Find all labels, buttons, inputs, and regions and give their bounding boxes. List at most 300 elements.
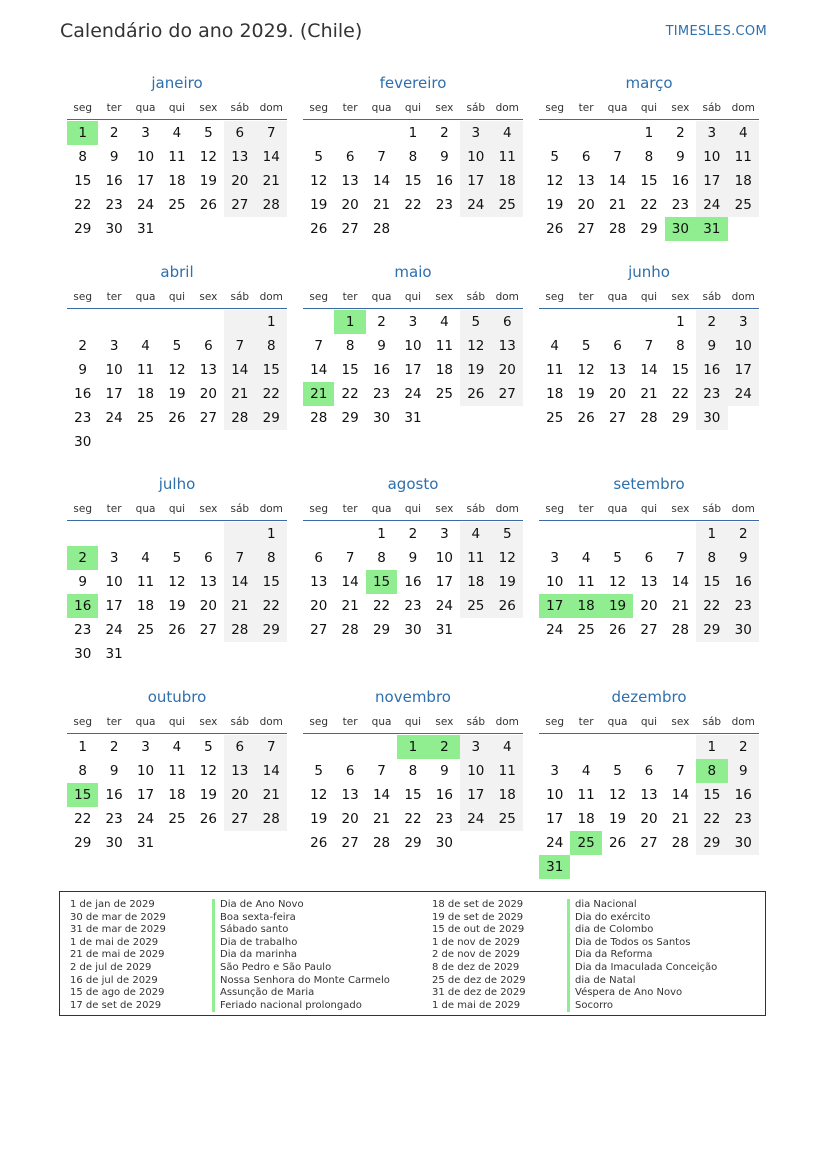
day-cell: 17 <box>696 169 727 193</box>
day-cell: 15 <box>404 173 422 189</box>
day-cell: 9 <box>676 149 685 165</box>
legend-holiday-name: dia de Colombo <box>575 924 654 936</box>
day-cell: 19 <box>608 811 627 827</box>
weekday-label: qua <box>371 503 392 515</box>
day-cell: 3 <box>141 125 150 141</box>
weekday-header <box>303 97 523 120</box>
day-cell: 4 <box>141 550 150 566</box>
day-cell: 6 <box>224 735 255 759</box>
day-cell: 13 <box>224 145 255 169</box>
day-cell: 3 <box>550 550 559 566</box>
weekday-header <box>303 286 523 309</box>
day-cell: 4 <box>492 121 523 145</box>
day-cell: 12 <box>546 173 564 189</box>
weekday-label: qui <box>168 102 186 114</box>
day-cell: 5 <box>550 149 559 165</box>
day-cell: 26 <box>168 622 186 638</box>
day-blank <box>366 121 397 145</box>
day-cell: 16 <box>74 386 92 402</box>
day-blank <box>130 310 161 334</box>
month-junho <box>539 261 759 430</box>
weekday-label: ter <box>578 503 594 515</box>
day-cell: 8 <box>408 763 418 779</box>
day-cell: 22 <box>372 598 391 614</box>
weekday-label: sáb <box>466 291 486 303</box>
day-cell: 13 <box>577 173 595 189</box>
day-cell: 14 <box>372 787 391 803</box>
legend-holiday-name: Dia do exército <box>575 911 651 923</box>
day-cell: 11 <box>577 787 595 803</box>
day-cell: 7 <box>676 763 685 779</box>
weekday-label: seg <box>309 716 329 728</box>
day-cell: 25 <box>492 807 523 831</box>
day-cell: 22 <box>404 811 422 827</box>
day-cell: 28 <box>341 622 359 638</box>
day-cell: 4 <box>172 125 182 141</box>
day-cell: 8 <box>408 149 418 165</box>
day-blank <box>161 522 192 546</box>
day-blank <box>161 310 192 334</box>
day-cell: 24 <box>105 622 123 638</box>
day-cell: 12 <box>608 787 627 803</box>
day-cell: 3 <box>109 550 119 566</box>
day-cell: 20 <box>492 358 523 382</box>
weekday-label: sáb <box>230 291 250 303</box>
weekday-label: seg <box>545 503 565 515</box>
day-cell: 20 <box>341 811 359 827</box>
holiday-day: 21 <box>303 382 334 406</box>
legend-date: 1 de mai de 2029 <box>432 999 521 1011</box>
weekday-label: sex <box>435 291 454 303</box>
day-blank <box>665 522 696 546</box>
day-cell: 12 <box>310 787 328 803</box>
weekday-label: ter <box>106 503 122 515</box>
day-cell: 18 <box>728 169 759 193</box>
day-cell: 31 <box>435 622 453 638</box>
day-grid <box>67 522 287 666</box>
legend-date: 17 de set de 2029 <box>70 999 162 1011</box>
legend-holiday-name: Sábado santo <box>220 924 289 936</box>
day-cell: 14 <box>224 358 255 382</box>
day-grid <box>67 735 287 855</box>
day-cell: 21 <box>671 811 689 827</box>
day-cell: 13 <box>341 787 359 803</box>
day-cell: 11 <box>168 763 186 779</box>
day-cell: 31 <box>404 410 422 426</box>
day-blank <box>570 121 601 145</box>
day-cell: 6 <box>204 550 213 566</box>
day-cell: 23 <box>74 622 92 638</box>
weekday-label: dom <box>259 716 283 728</box>
day-cell: 27 <box>310 622 328 638</box>
day-cell: 16 <box>671 173 689 189</box>
legend-date: 1 de nov de 2029 <box>432 936 520 948</box>
legend-holiday-name: Dia de Ano Novo <box>220 899 304 910</box>
day-cell: 27 <box>199 410 217 426</box>
day-cell: 3 <box>460 121 491 145</box>
day-cell: 18 <box>460 570 491 594</box>
day-cell: 4 <box>172 739 182 755</box>
day-cell: 30 <box>728 618 759 642</box>
weekday-label: qui <box>640 291 658 303</box>
day-cell: 8 <box>345 338 355 354</box>
day-grid <box>539 310 759 430</box>
weekday-label: qua <box>135 102 156 114</box>
day-cell: 3 <box>440 526 449 542</box>
day-cell: 7 <box>613 149 622 165</box>
day-cell: 25 <box>168 811 186 827</box>
legend-date: 19 de set de 2029 <box>432 911 524 923</box>
day-cell: 11 <box>492 145 523 169</box>
day-cell: 26 <box>199 811 217 827</box>
day-cell: 7 <box>377 763 386 779</box>
day-cell: 22 <box>671 386 689 402</box>
day-cell: 8 <box>377 550 386 566</box>
day-cell: 17 <box>136 787 155 803</box>
day-cell: 14 <box>256 145 287 169</box>
day-blank <box>539 522 570 546</box>
day-cell: 6 <box>492 310 523 334</box>
day-blank <box>602 735 633 759</box>
day-cell: 9 <box>728 759 759 783</box>
holiday-day: 2 <box>429 735 460 759</box>
month-janeiro <box>67 72 287 241</box>
day-cell: 20 <box>224 169 255 193</box>
day-blank <box>224 310 255 334</box>
day-cell: 23 <box>74 410 92 426</box>
legend-date: 8 de dez de 2029 <box>432 961 520 973</box>
holiday-day: 31 <box>539 855 570 879</box>
day-cell: 6 <box>613 338 622 354</box>
weekday-label: sex <box>199 716 218 728</box>
day-cell: 22 <box>640 197 658 213</box>
legend-left-names <box>220 899 390 1012</box>
weekday-label: ter <box>342 716 358 728</box>
day-blank <box>570 735 601 759</box>
day-cell: 25 <box>492 193 523 217</box>
day-cell: 18 <box>546 386 564 402</box>
day-cell: 16 <box>372 362 391 378</box>
day-blank <box>633 310 664 334</box>
weekday-label: dom <box>495 291 519 303</box>
day-cell: 26 <box>310 221 328 237</box>
day-cell: 21 <box>372 197 391 213</box>
day-blank <box>303 522 334 546</box>
day-cell: 8 <box>644 149 654 165</box>
weekday-header <box>67 97 287 120</box>
day-cell: 6 <box>581 149 591 165</box>
day-cell: 19 <box>460 358 491 382</box>
day-cell: 11 <box>136 574 155 590</box>
weekday-label: ter <box>106 716 122 728</box>
day-cell: 9 <box>78 574 87 590</box>
day-cell: 22 <box>341 386 359 402</box>
legend-date: 2 de nov de 2029 <box>432 949 520 961</box>
day-cell: 26 <box>546 221 564 237</box>
day-cell: 13 <box>199 362 217 378</box>
day-cell: 29 <box>696 831 727 855</box>
day-cell: 25 <box>168 197 186 213</box>
day-cell: 28 <box>256 193 287 217</box>
day-cell: 10 <box>460 145 491 169</box>
day-cell: 13 <box>341 173 359 189</box>
day-cell: 20 <box>341 197 359 213</box>
day-cell: 14 <box>608 173 627 189</box>
day-blank <box>602 121 633 145</box>
day-cell: 5 <box>204 739 213 755</box>
day-cell: 20 <box>310 598 328 614</box>
weekday-label: sáb <box>466 503 486 515</box>
day-blank <box>539 735 570 759</box>
weekday-label: ter <box>578 102 594 114</box>
day-cell: 5 <box>581 338 591 354</box>
day-cell: 18 <box>577 811 595 827</box>
day-cell: 17 <box>546 811 564 827</box>
day-cell: 24 <box>136 811 155 827</box>
day-cell: 28 <box>372 221 391 237</box>
weekday-label: qui <box>168 716 186 728</box>
day-cell: 6 <box>204 338 213 354</box>
day-cell: 24 <box>460 193 491 217</box>
day-cell: 24 <box>546 835 564 851</box>
day-cell: 9 <box>440 149 449 165</box>
day-cell: 6 <box>345 149 355 165</box>
day-cell: 31 <box>105 646 123 662</box>
weekday-label: qua <box>607 291 628 303</box>
weekday-label: qui <box>640 503 658 515</box>
day-cell: 12 <box>608 574 627 590</box>
weekday-label: sáb <box>702 716 722 728</box>
day-cell: 23 <box>671 197 689 213</box>
day-cell: 30 <box>105 835 123 851</box>
day-cell: 21 <box>224 382 255 406</box>
day-cell: 10 <box>546 787 564 803</box>
weekday-label: ter <box>578 291 594 303</box>
month-setembro <box>539 473 759 642</box>
day-grid <box>303 121 523 241</box>
day-cell: 28 <box>671 835 689 851</box>
day-cell: 29 <box>671 410 689 426</box>
day-cell: 25 <box>728 193 759 217</box>
legend-date: 31 de mar de 2029 <box>70 924 166 936</box>
day-blank <box>602 522 633 546</box>
weekday-label: qua <box>371 291 392 303</box>
day-cell: 27 <box>341 221 359 237</box>
day-cell: 21 <box>608 197 627 213</box>
day-cell: 29 <box>341 410 359 426</box>
legend-holiday-name: dia de Natal <box>575 974 636 986</box>
day-cell: 10 <box>435 550 453 566</box>
day-cell: 2 <box>109 125 119 141</box>
weekday-header <box>303 498 523 521</box>
day-blank <box>303 310 334 334</box>
day-cell: 2 <box>377 314 386 330</box>
weekday-label: dom <box>259 102 283 114</box>
day-cell: 24 <box>404 386 422 402</box>
day-cell: 28 <box>608 221 627 237</box>
legend-holiday-name: Dia de Todos os Santos <box>575 936 691 948</box>
day-cell: 7 <box>314 338 323 354</box>
day-cell: 13 <box>492 334 523 358</box>
day-cell: 21 <box>671 598 689 614</box>
day-cell: 20 <box>640 598 658 614</box>
weekday-label: qua <box>607 503 628 515</box>
weekday-label: sex <box>671 503 690 515</box>
weekday-label: seg <box>309 503 329 515</box>
day-cell: 19 <box>546 197 564 213</box>
day-cell: 2 <box>109 739 119 755</box>
legend-holiday-name: Boa sexta-feira <box>220 911 296 923</box>
day-cell: 10 <box>696 145 727 169</box>
day-cell: 7 <box>256 121 287 145</box>
weekday-label: dom <box>731 716 755 728</box>
day-cell: 17 <box>136 173 155 189</box>
day-cell: 30 <box>74 434 92 450</box>
day-cell: 22 <box>696 594 727 618</box>
day-cell: 27 <box>224 193 255 217</box>
day-cell: 3 <box>460 735 491 759</box>
day-cell: 23 <box>435 811 453 827</box>
day-cell: 24 <box>435 598 453 614</box>
day-cell: 23 <box>435 197 453 213</box>
day-grid <box>303 735 523 855</box>
holiday-day: 15 <box>67 783 98 807</box>
month-name: novembro <box>375 688 451 706</box>
day-cell: 23 <box>105 197 123 213</box>
weekday-label: dom <box>731 102 755 114</box>
day-cell: 1 <box>377 526 386 542</box>
weekday-label: qui <box>640 102 658 114</box>
day-cell: 17 <box>105 386 123 402</box>
legend-date: 1 de jan de 2029 <box>70 899 155 910</box>
day-cell: 1 <box>408 125 418 141</box>
day-cell: 22 <box>256 382 287 406</box>
day-cell: 10 <box>404 338 422 354</box>
brand-logo-text[interactable]: TIMESLES.COM <box>665 24 767 39</box>
day-grid <box>539 522 759 642</box>
day-cell: 9 <box>728 546 759 570</box>
day-cell: 4 <box>460 522 491 546</box>
day-cell: 1 <box>696 735 727 759</box>
day-cell: 16 <box>696 358 727 382</box>
day-cell: 23 <box>728 594 759 618</box>
day-cell: 7 <box>256 735 287 759</box>
month-name: abril <box>160 263 194 281</box>
day-cell: 8 <box>78 763 87 779</box>
day-cell: 7 <box>224 546 255 570</box>
month-julho <box>67 473 287 666</box>
day-cell: 18 <box>136 386 155 402</box>
day-cell: 14 <box>372 173 391 189</box>
day-cell: 23 <box>404 598 422 614</box>
day-cell: 27 <box>640 622 658 638</box>
day-cell: 5 <box>314 763 323 779</box>
day-cell: 2 <box>78 338 87 354</box>
day-cell: 14 <box>341 574 359 590</box>
month-abril <box>67 261 287 454</box>
weekday-label: sáb <box>702 291 722 303</box>
weekday-label: seg <box>545 102 565 114</box>
month-outubro <box>67 686 287 855</box>
day-blank <box>98 310 129 334</box>
day-cell: 21 <box>372 811 391 827</box>
day-cell: 7 <box>377 149 386 165</box>
day-cell: 22 <box>696 807 727 831</box>
weekday-label: qui <box>404 503 422 515</box>
day-cell: 1 <box>78 739 87 755</box>
day-cell: 25 <box>546 410 564 426</box>
day-grid <box>539 121 759 241</box>
weekday-label: qua <box>135 716 156 728</box>
day-cell: 1 <box>256 310 287 334</box>
day-cell: 29 <box>372 622 391 638</box>
day-cell: 19 <box>492 570 523 594</box>
day-cell: 14 <box>310 362 328 378</box>
day-cell: 29 <box>640 221 658 237</box>
day-cell: 24 <box>105 410 123 426</box>
day-cell: 2 <box>728 522 759 546</box>
day-cell: 12 <box>168 574 186 590</box>
day-cell: 15 <box>256 570 287 594</box>
day-cell: 13 <box>608 362 627 378</box>
day-cell: 28 <box>372 835 391 851</box>
day-cell: 9 <box>377 338 386 354</box>
day-cell: 15 <box>640 173 658 189</box>
day-cell: 8 <box>78 149 87 165</box>
day-cell: 7 <box>644 338 654 354</box>
weekday-label: qui <box>404 291 422 303</box>
legend-holiday-name: Dia da Imaculada Conceição <box>575 961 718 973</box>
legend-holiday-name: Socorro <box>575 999 614 1011</box>
day-blank <box>334 522 365 546</box>
day-cell: 16 <box>404 574 422 590</box>
day-cell: 6 <box>224 121 255 145</box>
weekday-label: qui <box>404 102 422 114</box>
day-cell: 21 <box>256 783 287 807</box>
day-cell: 9 <box>109 763 119 779</box>
day-cell: 5 <box>613 550 622 566</box>
day-cell: 15 <box>341 362 359 378</box>
day-cell: 18 <box>136 598 155 614</box>
day-cell: 16 <box>728 783 759 807</box>
day-cell: 17 <box>460 783 491 807</box>
day-cell: 13 <box>640 787 658 803</box>
month-fevereiro <box>303 72 523 241</box>
weekday-label: sáb <box>466 102 486 114</box>
day-blank <box>366 735 397 759</box>
day-cell: 12 <box>310 173 328 189</box>
day-cell: 14 <box>640 362 658 378</box>
day-cell: 10 <box>105 362 123 378</box>
legend-date: 18 de set de 2029 <box>432 899 524 910</box>
day-cell: 25 <box>136 410 155 426</box>
day-cell: 1 <box>696 522 727 546</box>
day-grid <box>67 121 287 241</box>
day-cell: 26 <box>608 622 627 638</box>
weekday-label: qui <box>640 716 658 728</box>
day-cell: 4 <box>440 314 449 330</box>
day-cell: 5 <box>314 149 323 165</box>
weekday-label: qua <box>135 291 156 303</box>
day-cell: 12 <box>199 763 217 779</box>
day-cell: 14 <box>224 570 255 594</box>
day-cell: 27 <box>199 622 217 638</box>
day-cell: 10 <box>460 759 491 783</box>
day-cell: 26 <box>310 835 328 851</box>
day-cell: 19 <box>168 598 186 614</box>
day-cell: 27 <box>640 835 658 851</box>
day-cell: 17 <box>105 598 123 614</box>
